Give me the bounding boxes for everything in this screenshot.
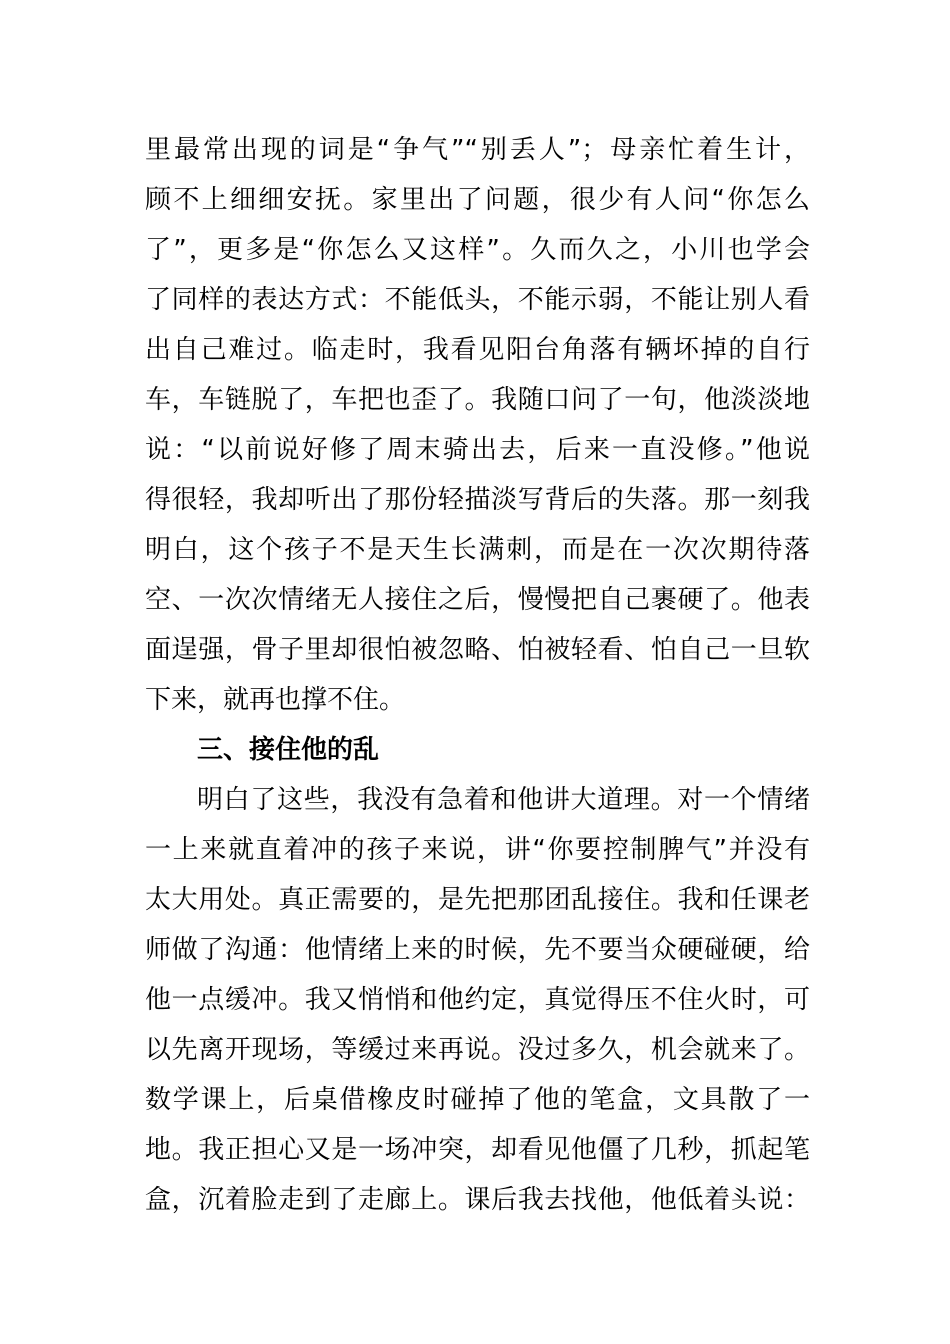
paragraph-2 bbox=[145, 775, 810, 1225]
text-line: 说：“以前说好修了周末骑出去，后来一直没修。”他说 bbox=[145, 435, 810, 465]
text-line: 出自己难过。临走时，我看见阳台角落有辆坏掉的自行 bbox=[145, 335, 810, 365]
text-line: 太大用处。真正需要的，是先把那团乱接住。我和任课老 bbox=[145, 885, 810, 915]
text-line: 明白，这个孩子不是天生长满刺，而是在一次次期待落 bbox=[145, 535, 810, 565]
text-line: 车，车链脱了，车把也歪了。我随口问了一句，他淡淡地 bbox=[145, 385, 810, 415]
section-heading: 三、接住他的乱 bbox=[197, 735, 380, 765]
text-line: 他一点缓冲。我又悄悄和他约定，真觉得压不住火时，可 bbox=[145, 985, 810, 1015]
text-line: 得很轻，我却听出了那份轻描淡写背后的失落。那一刻我 bbox=[145, 485, 810, 515]
text-line: 明白了这些，我没有急着和他讲大道理。对一个情绪 bbox=[197, 785, 810, 815]
text-line: 了”，更多是“你怎么又这样”。久而久之，小川也学会 bbox=[145, 235, 810, 265]
text-line: 里最常出现的词是“争气”“别丢人”；母亲忙着生计， bbox=[145, 135, 810, 165]
text-line: 以先离开现场，等缓过来再说。没过多久，机会就来了。 bbox=[145, 1035, 810, 1065]
text-line: 面逞强，骨子里却很怕被忽略、怕被轻看、怕自己一旦软 bbox=[145, 635, 810, 665]
text-line: 盒，沉着脸走到了走廊上。课后我去找他，他低着头说： bbox=[145, 1185, 810, 1215]
text-line: 空、一次次情绪无人接住之后，慢慢把自己裹硬了。他表 bbox=[145, 585, 810, 615]
paragraph-1 bbox=[145, 125, 810, 725]
document-body bbox=[145, 125, 810, 1225]
text-line: 数学课上，后桌借橡皮时碰掉了他的笔盒，文具散了一 bbox=[145, 1085, 810, 1115]
text-line: 地。我正担心又是一场冲突，却看见他僵了几秒，抓起笔 bbox=[145, 1135, 810, 1165]
text-line: 师做了沟通：他情绪上来的时候，先不要当众硬碰硬，给 bbox=[145, 935, 810, 965]
text-line: 下来，就再也撑不住。 bbox=[145, 685, 406, 715]
text-line: 顾不上细细安抚。家里出了问题，很少有人问“你怎么 bbox=[145, 185, 810, 215]
text-line: 一上来就直着冲的孩子来说，讲“你要控制脾气”并没有 bbox=[145, 835, 810, 865]
text-line: 了同样的表达方式：不能低头，不能示弱，不能让别人看 bbox=[145, 285, 810, 315]
